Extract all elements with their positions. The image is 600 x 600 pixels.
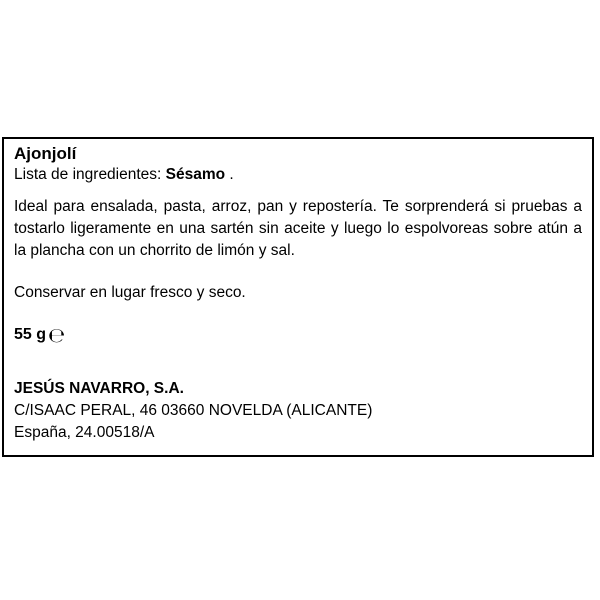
product-label-box (2, 137, 594, 457)
label-content (14, 144, 582, 444)
ingredients-suffix: . (225, 166, 234, 183)
product-name: Ajonjolí (14, 144, 77, 163)
spacer (14, 346, 582, 366)
storage-instructions: Conservar en lugar fresco y seco. (14, 284, 246, 301)
estimated-sign-icon: ℮ (48, 323, 66, 347)
ingredient-sesame: Sésamo (165, 166, 226, 183)
spacer (14, 186, 582, 196)
net-weight-value: 55 g (14, 326, 47, 343)
ingredients-line (14, 164, 582, 186)
net-weight (14, 324, 582, 346)
ingredients-prefix: Lista de ingredientes: (14, 166, 166, 183)
usage-description: Ideal para ensalada, pasta, arroz, pan y repostería. Te sorprenderá si pruebas a tostarlo ligeramente en una sartén sin aceite y luego lo espolvoreas sobre atún a la plancha con un chorrito de limón y sal. (14, 198, 582, 259)
company-name: JESÚS NAVARRO, S.A. (14, 380, 184, 397)
company-address: C/ISAAC PERAL, 46 03660 NOVELDA (ALICANTE) (14, 402, 373, 419)
country-registry: España, 24.00518/A (14, 424, 155, 441)
spacer (14, 366, 582, 378)
spacer (14, 262, 582, 282)
spacer (14, 304, 582, 324)
